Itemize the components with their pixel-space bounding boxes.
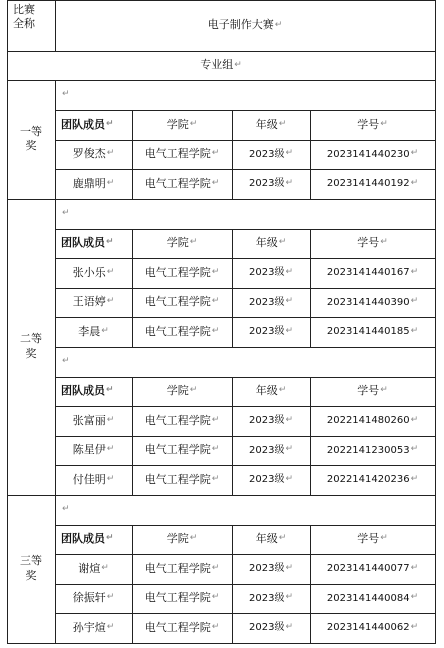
member-student-id-text: 2023141440167 xyxy=(326,267,410,279)
paragraph-mark-icon: ↵ xyxy=(278,533,287,544)
paragraph-mark-icon: ↵ xyxy=(62,503,70,514)
student-id-column-header-text: 学号 xyxy=(357,236,380,250)
member-name-text: 罗俊杰 xyxy=(72,147,106,161)
member-grade xyxy=(232,554,310,584)
member-college-text: 电气工程学院 xyxy=(144,443,211,457)
student-id-column-header-text: 学号 xyxy=(357,384,380,398)
paragraph-mark-icon: ↵ xyxy=(410,592,419,603)
member-column-header xyxy=(55,377,132,407)
member-college xyxy=(132,436,232,466)
table-border xyxy=(435,199,436,496)
member-column-header-text: 团队成员 xyxy=(61,236,105,250)
college-column-header xyxy=(132,525,232,555)
member-student-id xyxy=(310,613,435,643)
paragraph-mark-icon: ↵ xyxy=(285,296,293,307)
student-id-column-header-text: 学号 xyxy=(357,117,380,131)
member-college-text: 电气工程学院 xyxy=(144,147,211,161)
paragraph-mark-icon: ↵ xyxy=(189,385,198,396)
paragraph-mark-icon: ↵ xyxy=(189,533,198,544)
paragraph-mark-icon: ↵ xyxy=(106,296,115,307)
paragraph-mark-icon: ↵ xyxy=(106,118,114,129)
member-student-id-text: 2022141480260 xyxy=(326,415,410,427)
table-border xyxy=(7,0,436,1)
paragraph-mark-icon: ↵ xyxy=(211,621,220,632)
member-grade xyxy=(232,258,310,288)
member-college-text: 电气工程学院 xyxy=(144,265,211,279)
paragraph-mark-icon: ↵ xyxy=(274,19,283,30)
member-column-header xyxy=(55,110,132,140)
member-grade-text: 2023级 xyxy=(249,178,285,190)
grade-column-header xyxy=(232,525,310,555)
member-student-id-text: 2023141440390 xyxy=(326,296,410,308)
member-college xyxy=(132,317,232,347)
paragraph-mark-icon: ↵ xyxy=(380,118,388,129)
member-grade-text: 2023级 xyxy=(249,563,285,575)
blank-line xyxy=(55,80,435,110)
member-college xyxy=(132,288,232,318)
member-grade-text: 2023级 xyxy=(249,296,285,308)
paragraph-mark-icon: ↵ xyxy=(285,444,293,455)
grade-column-header-text: 年级 xyxy=(255,236,278,250)
prize-label xyxy=(7,80,55,199)
paragraph-mark-icon: ↵ xyxy=(211,592,220,603)
paragraph-mark-icon: ↵ xyxy=(285,148,293,159)
member-student-id xyxy=(310,258,435,288)
member-college xyxy=(132,613,232,643)
paragraph-mark-icon: ↵ xyxy=(410,414,419,425)
blank-line xyxy=(55,347,435,377)
member-grade-text: 2023级 xyxy=(249,326,285,338)
member-name-text: 陈星伊 xyxy=(72,443,106,457)
member-grade-text: 2023级 xyxy=(249,415,285,427)
table-border xyxy=(435,0,436,80)
table-border xyxy=(55,80,56,199)
member-grade-text: 2023级 xyxy=(249,267,285,279)
paragraph-mark-icon: ↵ xyxy=(380,385,388,396)
member-grade xyxy=(232,169,310,199)
member-college-text: 电气工程学院 xyxy=(144,472,211,486)
paragraph-mark-icon: ↵ xyxy=(380,237,388,248)
college-column-header-text: 学院 xyxy=(166,384,189,398)
grade-column-header-text: 年级 xyxy=(255,384,278,398)
member-college xyxy=(132,406,232,436)
college-column-header-text: 学院 xyxy=(166,117,189,131)
prize-label-text: 三等 奖 xyxy=(20,554,42,582)
prize-label-text: 二等 奖 xyxy=(20,332,42,360)
paragraph-mark-icon: ↵ xyxy=(211,148,220,159)
paragraph-mark-icon: ↵ xyxy=(410,621,419,632)
member-student-id xyxy=(310,317,435,347)
member-college-text: 电气工程学院 xyxy=(144,561,211,575)
member-name xyxy=(55,465,132,495)
paragraph-mark-icon: ↵ xyxy=(285,562,293,573)
table-border xyxy=(7,643,55,644)
member-column-header xyxy=(55,525,132,555)
paragraph-mark-icon: ↵ xyxy=(101,325,109,336)
paragraph-mark-icon: ↵ xyxy=(278,118,287,129)
member-college-text: 电气工程学院 xyxy=(144,620,211,634)
paragraph-mark-icon: ↵ xyxy=(285,266,293,277)
member-student-id-text: 2023141440084 xyxy=(326,592,410,604)
member-college-text: 电气工程学院 xyxy=(144,413,211,427)
table-border xyxy=(7,80,8,200)
member-name xyxy=(55,554,132,584)
member-student-id-text: 2022141420236 xyxy=(326,474,410,486)
paragraph-mark-icon: ↵ xyxy=(285,325,293,336)
paragraph-mark-icon: ↵ xyxy=(410,266,419,277)
table-border xyxy=(7,51,436,52)
member-name-text: 徐振轩 xyxy=(72,591,106,605)
member-name-text: 李晨 xyxy=(78,324,101,338)
paragraph-mark-icon: ↵ xyxy=(211,562,220,573)
paragraph-mark-icon: ↵ xyxy=(62,355,70,366)
group-name-text: 专业组 xyxy=(200,58,234,72)
blank-line xyxy=(55,495,435,525)
member-name-text: 张小乐 xyxy=(72,265,106,279)
member-name xyxy=(55,169,132,199)
paragraph-mark-icon: ↵ xyxy=(278,237,287,248)
member-college xyxy=(132,584,232,614)
paragraph-mark-icon: ↵ xyxy=(211,414,220,425)
table-border xyxy=(55,199,56,495)
paragraph-mark-icon: ↵ xyxy=(410,473,419,484)
member-college-text: 电气工程学院 xyxy=(144,295,211,309)
prize-label xyxy=(7,199,55,495)
member-grade-text: 2023级 xyxy=(249,444,285,456)
student-id-column-header xyxy=(310,377,435,407)
member-name-text: 张富丽 xyxy=(72,413,106,427)
member-grade xyxy=(232,288,310,318)
member-college-text: 电气工程学院 xyxy=(144,176,211,190)
member-column-header-text: 团队成员 xyxy=(61,384,105,398)
paragraph-mark-icon: ↵ xyxy=(106,592,115,603)
member-grade-text: 2023级 xyxy=(249,622,285,634)
paragraph-mark-icon: ↵ xyxy=(410,562,419,573)
prize-label xyxy=(7,495,55,643)
member-grade xyxy=(232,140,310,170)
corner-label xyxy=(7,0,55,51)
member-name xyxy=(55,140,132,170)
member-name-text: 谢煊 xyxy=(78,561,101,575)
student-id-column-header xyxy=(310,525,435,555)
group-name xyxy=(7,51,435,80)
member-student-id-text: 2023141440077 xyxy=(326,563,410,575)
member-student-id xyxy=(310,169,435,199)
paragraph-mark-icon: ↵ xyxy=(211,473,220,484)
member-student-id-text: 2023141440192 xyxy=(326,178,410,190)
member-college xyxy=(132,554,232,584)
member-grade xyxy=(232,613,310,643)
paragraph-mark-icon: ↵ xyxy=(285,177,293,188)
paragraph-mark-icon: ↵ xyxy=(62,207,70,218)
grade-column-header xyxy=(232,110,310,140)
member-student-id xyxy=(310,436,435,466)
member-name xyxy=(55,584,132,614)
member-name-text: 王语婷 xyxy=(72,295,106,309)
member-name xyxy=(55,613,132,643)
student-id-column-header xyxy=(310,110,435,140)
member-name xyxy=(55,288,132,318)
member-student-id-text: 2022141230053 xyxy=(326,444,410,456)
member-name-text: 付佳明 xyxy=(72,472,106,486)
paragraph-mark-icon: ↵ xyxy=(211,296,220,307)
paragraph-mark-icon: ↵ xyxy=(106,237,114,248)
member-column-header-text: 团队成员 xyxy=(61,532,105,546)
paragraph-mark-icon: ↵ xyxy=(106,266,115,277)
paragraph-mark-icon: ↵ xyxy=(410,325,419,336)
member-student-id xyxy=(310,584,435,614)
grade-column-header xyxy=(232,229,310,259)
prize-label-text: 一等 奖 xyxy=(20,124,42,153)
table-border xyxy=(7,0,8,80)
table-border xyxy=(435,80,436,200)
paragraph-mark-icon: ↵ xyxy=(106,473,115,484)
member-name xyxy=(55,436,132,466)
competition-name xyxy=(55,0,435,51)
paragraph-mark-icon: ↵ xyxy=(410,177,419,188)
paragraph-mark-icon: ↵ xyxy=(285,414,293,425)
paragraph-mark-icon: ↵ xyxy=(101,562,109,573)
member-grade xyxy=(232,317,310,347)
paragraph-mark-icon: ↵ xyxy=(234,59,242,70)
member-college xyxy=(132,169,232,199)
paragraph-mark-icon: ↵ xyxy=(106,621,115,632)
college-column-header-text: 学院 xyxy=(166,236,189,250)
member-student-id-text: 2023141440185 xyxy=(326,326,410,338)
paragraph-mark-icon: ↵ xyxy=(380,533,388,544)
member-name xyxy=(55,317,132,347)
member-grade xyxy=(232,406,310,436)
paragraph-mark-icon: ↵ xyxy=(285,621,293,632)
member-college-text: 电气工程学院 xyxy=(144,591,211,605)
student-id-column-header-text: 学号 xyxy=(357,532,380,546)
paragraph-mark-icon: ↵ xyxy=(189,118,198,129)
member-student-id-text: 2023141440062 xyxy=(326,622,410,634)
paragraph-mark-icon: ↵ xyxy=(189,237,198,248)
college-column-header xyxy=(132,229,232,259)
grade-column-header-text: 年级 xyxy=(255,532,278,546)
paragraph-mark-icon: ↵ xyxy=(211,444,220,455)
member-student-id xyxy=(310,140,435,170)
paragraph-mark-icon: ↵ xyxy=(62,89,70,100)
member-grade xyxy=(232,465,310,495)
paragraph-mark-icon: ↵ xyxy=(285,592,293,603)
college-column-header-text: 学院 xyxy=(166,532,189,546)
paragraph-mark-icon: ↵ xyxy=(410,148,419,159)
member-college xyxy=(132,140,232,170)
member-student-id-text: 2023141440230 xyxy=(326,148,410,160)
college-column-header xyxy=(132,110,232,140)
student-id-column-header xyxy=(310,229,435,259)
member-name-text: 孙宇煊 xyxy=(72,620,106,634)
paragraph-mark-icon: ↵ xyxy=(211,177,220,188)
paragraph-mark-icon: ↵ xyxy=(106,444,115,455)
member-college xyxy=(132,465,232,495)
table-border xyxy=(55,0,56,51)
member-grade-text: 2023级 xyxy=(249,592,285,604)
member-column-header-text: 团队成员 xyxy=(61,117,105,131)
grade-column-header-text: 年级 xyxy=(255,117,278,131)
table-border xyxy=(55,495,56,643)
paragraph-mark-icon: ↵ xyxy=(211,266,220,277)
member-student-id xyxy=(310,288,435,318)
paragraph-mark-icon: ↵ xyxy=(106,533,114,544)
table-border xyxy=(7,199,8,496)
paragraph-mark-icon: ↵ xyxy=(410,444,419,455)
paragraph-mark-icon: ↵ xyxy=(410,296,419,307)
college-column-header xyxy=(132,377,232,407)
table-border xyxy=(7,495,8,644)
paragraph-mark-icon: ↵ xyxy=(106,177,115,188)
member-column-header xyxy=(55,229,132,259)
member-grade-text: 2023级 xyxy=(249,148,285,160)
member-college-text: 电气工程学院 xyxy=(144,324,211,338)
paragraph-mark-icon: ↵ xyxy=(278,385,287,396)
member-name xyxy=(55,406,132,436)
member-student-id xyxy=(310,554,435,584)
paragraph-mark-icon: ↵ xyxy=(106,385,114,396)
paragraph-mark-icon: ↵ xyxy=(106,414,115,425)
table-border xyxy=(55,643,435,644)
member-grade xyxy=(232,436,310,466)
member-student-id xyxy=(310,465,435,495)
competition-name-text: 电子制作大赛 xyxy=(207,18,274,32)
grade-column-header xyxy=(232,377,310,407)
member-student-id xyxy=(310,406,435,436)
member-name xyxy=(55,258,132,288)
paragraph-mark-icon: ↵ xyxy=(211,325,220,336)
corner-label-text: 比赛 全称 xyxy=(13,3,35,31)
member-name-text: 鹿鼎明 xyxy=(72,176,106,190)
member-grade xyxy=(232,584,310,614)
member-college xyxy=(132,258,232,288)
member-grade-text: 2023级 xyxy=(249,474,285,486)
paragraph-mark-icon: ↵ xyxy=(285,473,293,484)
paragraph-mark-icon: ↵ xyxy=(106,148,115,159)
blank-line xyxy=(55,199,435,229)
table-border xyxy=(435,495,436,644)
